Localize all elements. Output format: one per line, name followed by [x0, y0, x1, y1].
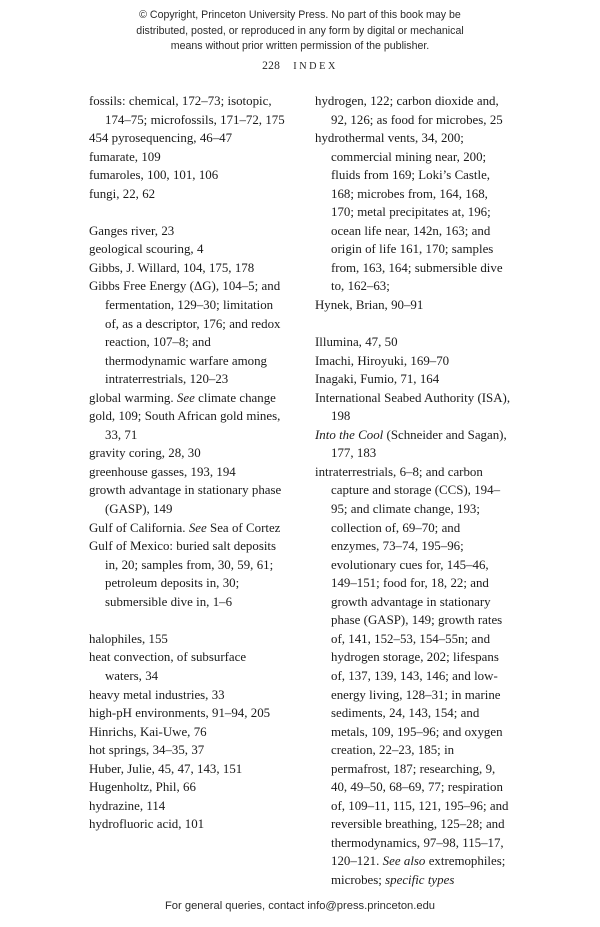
index-entry-heat-convection: heat convection, of subsurface waters, 34 — [89, 650, 247, 683]
index-entry-gold: gold, 109; South African gold mines, 33, 71 — [89, 409, 281, 442]
index-entry-high-ph-environments: high-pH environments, 91–94, 205 — [89, 706, 271, 721]
index-entry-global-warming: global warming. See climate change — [89, 390, 276, 405]
page-footer — [0, 900, 600, 912]
index-entry-greenhouse-gasses: greenhouse gasses, 193, 194 — [89, 464, 236, 479]
index-body — [89, 92, 517, 887]
index-entry-gulf-of-mexico: Gulf of Mexico: buried salt deposits in, 20; samples from, 30, 59, 61; petroleum deposits in, 30; submersible dive in, 1–6 — [89, 539, 277, 609]
running-head — [0, 60, 600, 72]
index-entry-hugenholtz-phil: Hugenholtz, Phil, 66 — [89, 780, 196, 795]
index-entry-growth-advantage-gasp: growth advantage in stationary phase (GASP), 149 — [89, 483, 282, 517]
index-entry-fungi: fungi, 22, 62 — [89, 186, 156, 201]
index-entry-gibbs-free-energy: Gibbs Free Energy (ΔG), 104–5; and fermentation, 129–30; limitation of, as a descriptor, 176; and redox reaction, 107–8; and thermodynamic warfare among intraterrestrials, 120–23 — [89, 279, 281, 387]
index-entry-gibbs-j-willard: Gibbs, J. Willard, 104, 175, 178 — [89, 260, 255, 275]
index-entry-hinrichs-kai-uwe: Hinrichs, Kai-Uwe, 76 — [89, 724, 207, 739]
index-entry-fumarate: fumarate, 109 — [89, 149, 161, 164]
index-entry-heavy-metal-industries: heavy metal industries, 33 — [89, 687, 225, 702]
index-entry-hynek-brian: Hynek, Brian, 90–91 — [315, 298, 424, 313]
copyright-line-1: © Copyright, Princeton University Press. No part of this book may be — [139, 9, 461, 21]
index-column-left — [89, 92, 285, 834]
index-entry-454-pyrosequencing: 454 pyrosequencing, 46–47 — [89, 131, 233, 146]
index-entry-gulf-of-california: Gulf of California. See Sea of Cortez — [89, 520, 281, 535]
index-entry-geological-scouring: geological scouring, 4 — [89, 242, 204, 257]
index-entry-illumina: Illumina, 47, 50 — [315, 335, 398, 350]
index-entry-fumaroles: fumaroles, 100, 101, 106 — [89, 168, 219, 183]
index-entry-into-the-cool: Into the Cool (Schneider and Sagan), 177, 183 — [315, 427, 507, 461]
index-entry-hydrogen: hydrogen, 122; carbon dioxide and, 92, 126; as food for microbes, 25 — [315, 94, 503, 127]
copyright-notice — [72, 8, 528, 55]
index-entry-intraterrestrials: intraterrestrials, 6–8; and carbon capture and storage (CCS), 194–95; and climate change, 193; collection of, 69–70; and enzymes, 73–74, 195–96; evolutionary cues for, 145–46, 149–151; food for, 18, 22; and growth advantage in stationary phase (GASP), 149; growth rates of, 141, 152–53, 154–55n; and hydrogen storage, 202; lifespans of, 137, 139, 143, 146; and low-energy living, 128–31; in marine sediments, 24, 143, 154; and metals, 109, 195–96; and oxygen creation, 22–23, 185; in permafrost, 187; researching, 9, 40, 49–50, 68–69, 77; respiration of, 109–11, 115, 121, 195–96; and reversible breathing, 125–28; and thermodynamics, 97–98, 115–17, 120–121. See also extremophiles; microbes; specific types — [315, 464, 509, 887]
index-entry-huber-julie: Huber, Julie, 45, 47, 143, 151 — [89, 761, 243, 776]
copyright-line-3: means without prior written permission of the publisher. — [170, 40, 430, 53]
index-column-right — [315, 92, 511, 890]
copyright-line-2: distributed, posted, or reproduced in any form by digital or mechanical — [136, 24, 464, 37]
index-entry-international-seabed-authority: International Seabed Authority (ISA), 198 — [315, 390, 511, 424]
index-entry-gravity-coring: gravity coring, 28, 30 — [89, 446, 201, 461]
index-entry-hydrofluoric-acid: hydrofluoric acid, 101 — [89, 817, 205, 832]
index-entry-imachi-hiroyuki: Imachi, Hiroyuki, 169–70 — [315, 353, 450, 368]
index-entry-halophiles: halophiles, 155 — [89, 631, 168, 646]
index-entry-fossils: fossils: chemical, 172–73; isotopic, 174–75; microfossils, 171–72, 175 — [89, 94, 285, 127]
running-head-title: INDEX — [293, 61, 338, 72]
index-entry-inagaki-fumio: Inagaki, Fumio, 71, 164 — [315, 372, 440, 387]
index-entry-ganges-river: Ganges river, 23 — [89, 223, 175, 238]
index-entry-hydrothermal-vents: hydrothermal vents, 34, 200; commercial mining near, 200; fluids from 169; Loki’s Castle, 168; microbes from, 164, 168, 170; metal precipitates at, 196; ocean life near, 142n, 163; and origin of life 161, 170; samples from, 163, 164; submersible dive to, 162–63; — [315, 131, 503, 294]
footer-text: For general queries, contact info@press.princeton.edu — [164, 900, 436, 912]
page-number: 228 — [262, 60, 281, 72]
index-entry-hydrazine: hydrazine, 114 — [89, 798, 166, 813]
index-entry-hot-springs: hot springs, 34–35, 37 — [89, 743, 205, 758]
